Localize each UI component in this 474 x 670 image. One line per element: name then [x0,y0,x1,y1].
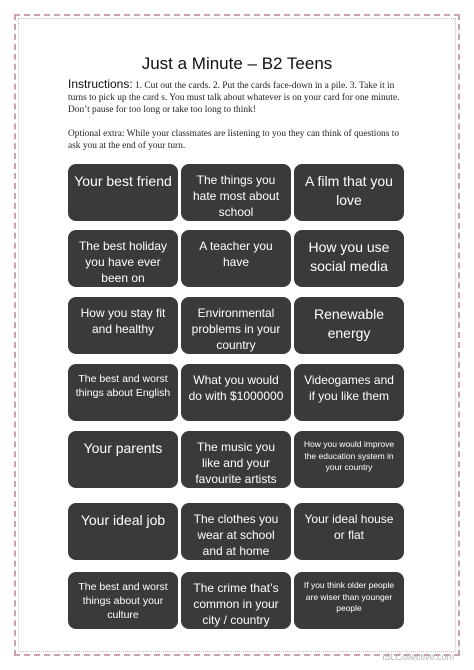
card[interactable] [294,297,404,354]
card[interactable] [294,431,404,488]
card-text: The crime that’s common in your city / country [193,581,279,627]
card-text: The clothes you wear at school and at home [193,512,279,558]
card-text: The best holiday you have ever been on [78,239,168,285]
card[interactable] [68,503,178,560]
card-text: How you use social media [308,239,390,274]
card-text: Renewable energy [313,306,385,341]
card[interactable] [181,164,291,221]
card[interactable] [294,503,404,560]
optional-extra: Optional extra: While your classmates are listening to you they can think of questions to ask you at the end of your turn. [68,129,400,152]
card-text: The things you hate most about school [192,173,280,219]
card[interactable] [294,230,404,287]
card[interactable] [294,164,404,221]
instructions-text: 1. Cut out the cards. 2. Put the cards face-down in a pile. 3. Take it in turns to pick up the card s. You must talk about whatever is on your card for one minute. Don’t pause for too long or take too long to think! [68,81,400,116]
card[interactable] [294,364,404,421]
card-text: How you stay fit and healthy [80,306,166,336]
card[interactable] [68,297,178,354]
card-text: How you would improve the education system in your country [303,439,395,472]
instructions-label: Instructions: [68,77,133,91]
card[interactable] [181,230,291,287]
card[interactable] [68,364,178,421]
card[interactable] [68,230,178,287]
card-text: Videogames and if you like them [304,373,394,403]
card-text: The best and worst things about English [75,373,171,399]
card-text: If you think older people are wiser than younger people [303,580,395,613]
card[interactable] [181,431,291,488]
card-text: The music you like and your favourite artists [195,440,277,486]
card-text: What you would do with $1000000 [188,373,284,403]
card[interactable] [68,164,178,221]
card[interactable] [181,364,291,421]
card[interactable] [181,503,291,560]
card[interactable] [181,297,291,354]
card[interactable] [181,572,291,629]
watermark: iSLCollective.com [382,652,454,662]
card-text: Environmental problems in your country [191,306,281,352]
card-text: A film that you love [305,173,393,208]
card-text: The best and worst things about your culture [78,581,168,621]
worksheet-title: Just a Minute – B2 Teens [141,54,333,73]
card-text: Your best friend [74,173,172,189]
card[interactable] [68,431,178,488]
card-text: Your parents [83,440,163,456]
card[interactable] [68,572,178,629]
card-text: Your ideal house or flat [304,512,394,542]
card-text: A teacher you have [199,239,273,269]
card-text: Your ideal job [80,512,166,528]
card[interactable] [294,572,404,629]
instructions [68,78,408,117]
